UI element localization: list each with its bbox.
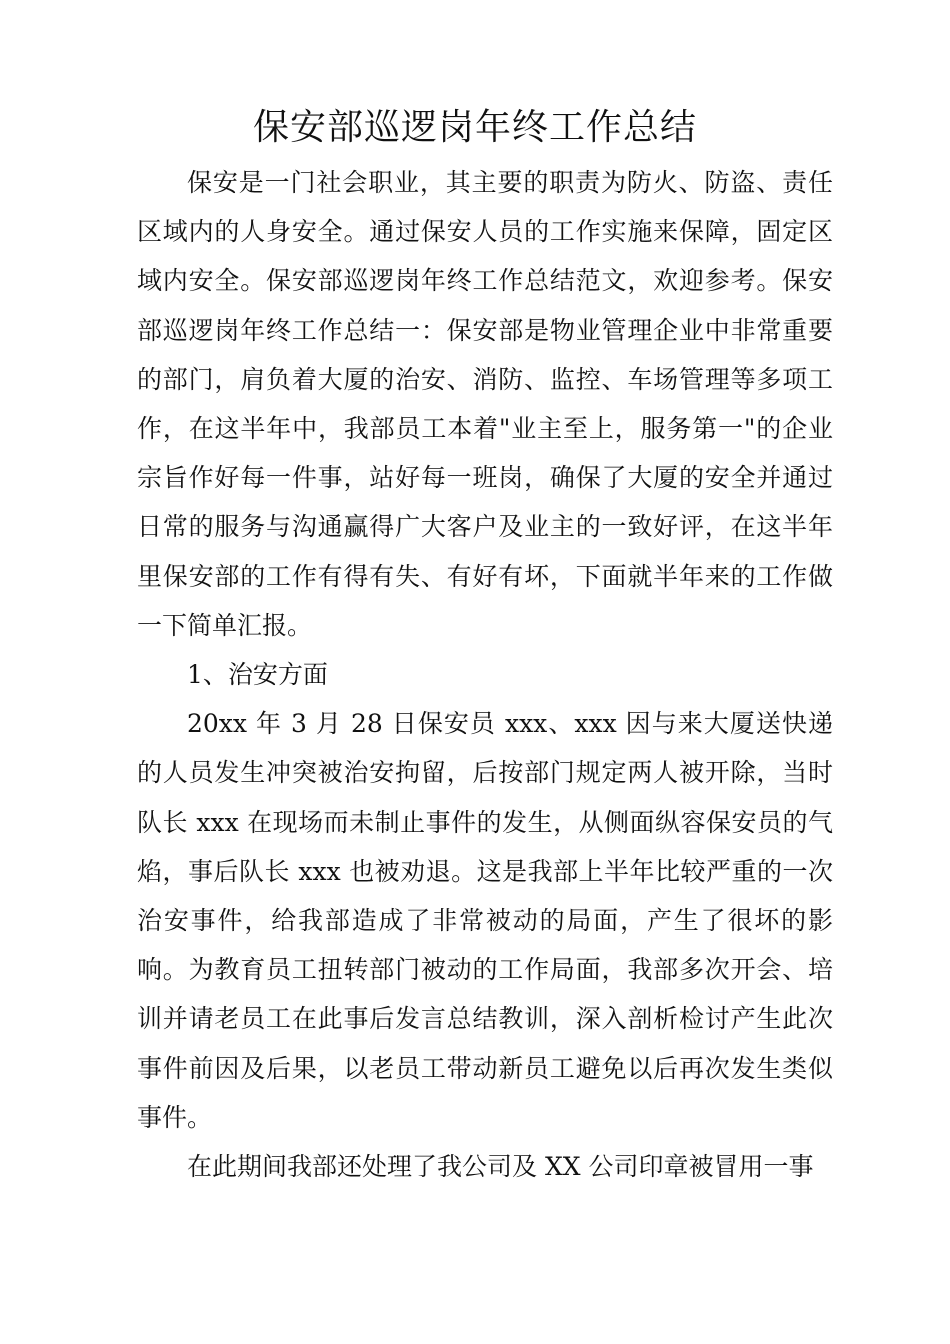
paragraph-intro: 保安是一门社会职业，其主要的职责为防火、防盗、责任区域内的人身安全。通过保安人员的工作实施来保障，固定区域内安全。保安部巡逻岗年终工作总结范文，欢迎参考。保安部巡逻岗年终工作总结一：保安部是物业管理企业中非常重要的部门，肩负着大厦的治安、消防、监控、车场管理等多项工作，在这半年中，我部员工本着"业主至上，服务第一"的企业宗旨作好每一件事，站好每一班岗，确保了大厦的安全并通过日常的服务与沟通赢得广大客户及业主的一致好评，在这半年里保安部的工作有得有失、有好有坏，下面就半年来的工作做一下简单汇报。 — [137, 168, 833, 640]
paragraph-seal-misuse: 在此期间我部还处理了我公司及 XX 公司印章被冒用一事 — [187, 1152, 814, 1182]
document-body — [137, 158, 833, 1191]
document-title: 保安部巡逻岗年终工作总结 — [252, 107, 697, 148]
paragraph-incident: 20xx 年 3 月 28 日保安员 xxx、xxx 因与来大厦送快递的人员发生冲突被治安拘留，后按部门规定两人被开除，当时队长 xxx 在现场而未制止事件的发生，从侧面纵容保安员的气焰，事后队长 xxx 也被劝退。这是我部上半年比较严重的一次治安事件，给我部造成了非常被动的局面，产生了很坏的影响。为教育员工扭转部门被动的工作局面，我部多次开会、培训并请老员工在此事后发言总结教训，深入剖析检讨产生此次事件前因及后果，以老员工带动新员工避免以后再次发生类似事件。 — [137, 709, 833, 1132]
section-heading-public-security: 1、治安方面 — [187, 660, 328, 690]
